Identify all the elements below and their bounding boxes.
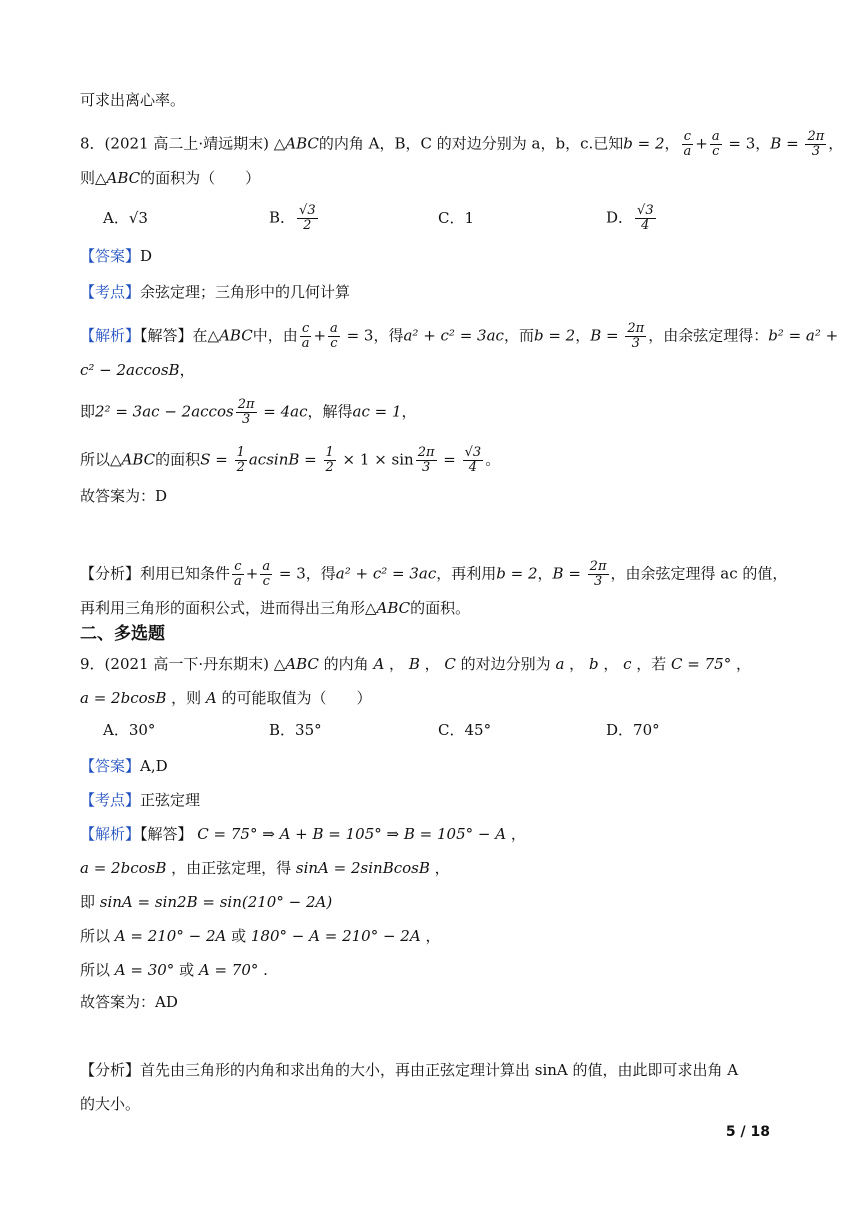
sol-text: ，: [420, 927, 441, 945]
frac-den: 2: [236, 460, 245, 475]
frac-den: a: [234, 574, 242, 589]
q8-answer: [80, 246, 152, 266]
frac-sqrt3-4: [463, 446, 484, 475]
sol-math: = 4ac: [258, 402, 308, 421]
q8-comma: ，: [755, 134, 771, 153]
page-number: 5 / 18: [725, 1124, 770, 1140]
ana-text: = 3，得: [274, 564, 336, 583]
sol-text: ，由正弦定理，得: [166, 859, 296, 877]
frac-a-c: [328, 322, 340, 351]
ana-text: ，由余弦定理得 ac 的值，: [610, 564, 788, 583]
frac-num: √3: [464, 445, 482, 460]
frac-num: 2π: [627, 321, 645, 336]
q9-text: ，则: [166, 689, 206, 707]
q8-analysis-line2: [80, 598, 470, 618]
opt-label: B．: [269, 208, 296, 227]
frac-den: 3: [241, 412, 251, 427]
frac-half: [324, 446, 336, 475]
q9-text: ，: [731, 655, 751, 673]
frac-den: 2: [325, 460, 334, 475]
q8-final-answer: 故答案为：D: [80, 487, 168, 505]
sol-text: ，由余弦定理得：: [648, 326, 769, 345]
frac-num: 2π: [807, 129, 825, 144]
q8-option-a: A．√3: [103, 209, 148, 227]
sol-text: ，: [179, 361, 195, 379]
frac-num: √3: [637, 203, 654, 218]
sol-text: 所以: [80, 927, 115, 945]
q9-var: A: [205, 689, 217, 707]
sol-text: ，解得: [307, 402, 353, 421]
ana-math: a² + c² = 3ac: [335, 564, 437, 583]
frac-num: c: [232, 560, 244, 575]
ana-text: 再利用三角形的面积公式，进而得出三角形△: [80, 599, 377, 617]
sol-text: ，而: [503, 326, 534, 345]
q8-prefix: 8．(2021 高二上·靖远期末) △: [80, 134, 286, 153]
q8-option-d-frac: [635, 204, 656, 233]
q8-stem-line2: [80, 168, 260, 188]
q8-line2-text: 则△: [80, 169, 107, 187]
frac-den: 2: [303, 218, 312, 233]
ana-text: 【分析】利用已知条件: [80, 564, 231, 583]
frac-2pi-3: [625, 322, 646, 351]
frac-c-a: [300, 322, 312, 351]
sol-math: b² = a² +: [768, 326, 839, 345]
sol-math: A = 210° − 2A: [114, 927, 227, 945]
q8-sep: ，: [664, 134, 680, 153]
q8-frac-2pi-3: [805, 130, 826, 159]
q9-text: ，: [564, 655, 589, 673]
q8-cond-b: b = 2: [623, 134, 665, 153]
q8-frac-c-a: [682, 130, 694, 159]
sol-text: 的面积: [155, 450, 201, 469]
frac-den: 4: [468, 460, 478, 475]
sol-tri: ABC: [121, 450, 156, 469]
sol-math: 180° − A = 210° − 2A: [250, 927, 421, 945]
section-heading-multiple-choice: 二、多选题: [80, 624, 165, 644]
frac-a-c: [260, 560, 272, 589]
frac-den: c: [712, 144, 720, 159]
frac-num: c: [682, 130, 694, 145]
frac-c-a: [232, 560, 244, 589]
frac-den: 3: [593, 574, 603, 589]
frac-den: c: [330, 336, 338, 351]
frac-den: 3: [811, 144, 820, 159]
sol-math: A = 70°: [198, 961, 259, 979]
q9-text: ，: [598, 655, 624, 673]
sol-math: =: [438, 450, 461, 469]
sol-math: A = 30°: [114, 961, 175, 979]
q8-B-eq: B =: [770, 134, 804, 153]
kp-value: 余弦定理；三角形中的几何计算: [140, 283, 351, 301]
sol-math: c² − 2accosB: [80, 361, 180, 379]
solution-tag: 【解析】: [80, 825, 141, 843]
answer-tag: 【答案】: [80, 757, 141, 775]
sol-math: × 1 × sin: [337, 450, 414, 469]
frac-den: 4: [641, 218, 650, 233]
q8-eq3: = 3: [723, 134, 756, 153]
q9-solution-line1: [80, 824, 526, 844]
frac-num: 2π: [237, 397, 255, 412]
frac-2pi-3: [236, 398, 257, 427]
answer-tag: 【答案】: [80, 247, 141, 265]
sol-text: 【解答】: [140, 825, 198, 843]
frac-num: a: [330, 321, 338, 336]
q8-solution-line3: [80, 398, 417, 427]
frac-num: √3: [299, 203, 316, 218]
q8-solution-line2: [80, 360, 195, 380]
q9-var: b: [588, 655, 599, 673]
q9-knowledge-point: [80, 790, 200, 810]
frac-num: a: [711, 129, 720, 144]
frac-den: 3: [631, 336, 640, 351]
sol-text: .: [258, 961, 268, 979]
sol-text: 即: [80, 893, 100, 911]
q8-sep2: ，: [828, 134, 844, 153]
kp-value: 正弦定理: [140, 791, 201, 809]
q9-solution-line5: [80, 960, 268, 980]
q9-text: ，: [384, 655, 409, 673]
q8-option-b-frac: [297, 204, 318, 233]
q8-line2-tri: ABC: [106, 169, 141, 187]
sol-text: 【解答】在△: [140, 326, 220, 345]
q9-option-b: B．35°: [269, 721, 322, 739]
q9-text: 的对边分别为: [455, 655, 556, 673]
q8-triangle: ABC: [285, 134, 319, 153]
q9-text: ，若: [631, 655, 672, 673]
frac-num: 1: [325, 445, 334, 460]
sol-text: 或: [174, 961, 199, 979]
sol-math: B =: [590, 326, 624, 345]
q9-text: 9．(2021 高一下·丹东期末) △: [80, 655, 286, 673]
answer-value: D: [140, 247, 153, 265]
sol-text: ，: [401, 402, 417, 421]
q9-math: a = 2bcosB: [80, 689, 167, 707]
ana-text: ，: [537, 564, 553, 583]
q9-final-answer: 故答案为：AD: [80, 993, 178, 1011]
q8-frac-a-c: [710, 130, 722, 159]
frac-2pi-3: [588, 560, 609, 589]
sol-tri: ABC: [219, 326, 253, 345]
q8-stem-text: 的内角 A，B，C 的对边分别为 a，b，c.已知: [318, 134, 624, 153]
q9-var: c: [623, 655, 632, 673]
sol-math: acsinB =: [248, 450, 322, 469]
sol-math: sinA = 2sinBcosB: [295, 859, 430, 877]
q8-option-c: C．1: [438, 209, 475, 227]
sol-text: ，: [506, 825, 526, 843]
sol-text: = 3，得: [341, 326, 404, 345]
sol-math: ac = 1: [352, 402, 402, 421]
sol-math: sinA = sin2B = sin(210° − 2A): [99, 893, 333, 911]
frac-den: a: [301, 336, 310, 351]
frac-num: c: [300, 322, 312, 337]
q8-stem-line1: 8．(2021 高二上·靖远期末) △ABC的内角 A，B，C 的对边分别为 a，b，c.已知b = 2， $\frac{c}{a}$ + $\frac{a}{c}$ = 3，B = $\frac{2\pi}{3}$ ，: [80, 129, 844, 159]
q9-option-a: A．30°: [103, 721, 156, 739]
q8-option-d: [606, 204, 658, 233]
sol-text: 。: [485, 450, 501, 469]
sol-text: 或: [226, 927, 251, 945]
q9-answer: [80, 756, 168, 776]
q9-analysis-line2: 的大小。: [80, 1095, 141, 1113]
sol-text: 中，由: [252, 326, 298, 345]
q9-var: a: [555, 655, 565, 673]
q8-line2-end: 的面积为（ ）: [140, 169, 261, 187]
sol-math: b = 2: [533, 326, 576, 345]
q9-option-d: D．70°: [606, 721, 660, 739]
ana-tri: ABC: [376, 599, 411, 617]
frac-2pi-3: [416, 446, 437, 475]
q9-text: ，: [419, 655, 445, 673]
sol-text: ，: [575, 326, 591, 345]
frac-num: 2π: [589, 559, 607, 574]
q9-option-c: C．45°: [438, 721, 492, 739]
q9-text: 的可能取值为（ ）: [216, 689, 372, 707]
ana-math: B =: [552, 564, 586, 583]
sol-math: S =: [200, 450, 233, 469]
frac-num: a: [262, 559, 271, 574]
kp-tag: 【考点】: [80, 283, 141, 301]
frac-den: a: [683, 144, 692, 159]
q9-solution-line4: [80, 926, 440, 946]
sol-math: C = 75° ⇒ A + B = 105° ⇒ B = 105° − A: [197, 825, 507, 843]
q9-var: A: [373, 655, 385, 673]
q9-stem-line1: [80, 654, 751, 674]
sol-text: 所以△: [80, 450, 122, 469]
q8-analysis-line1: 【分析】利用已知条件 $\frac{c}{a}$ + $\frac{a}{c}$ = 3，得a² + c² = 3ac，再利用b = 2，B = $\frac{2\pi}{3}$ ，由余弦定理得 ac 的值，: [80, 559, 788, 589]
frac-den: 3: [421, 460, 431, 475]
opt-label: D．: [606, 208, 634, 227]
sol-math: a² + c² = 3ac: [403, 326, 504, 345]
q9-math: C = 75°: [671, 655, 732, 673]
sol-math: a = 2bcosB: [80, 859, 167, 877]
q9-var: C: [444, 655, 456, 673]
q9-solution-line2: [80, 858, 450, 878]
answer-value: A,D: [140, 757, 168, 775]
ana-text: ，再利用: [436, 564, 497, 583]
sol-text: ，: [429, 859, 450, 877]
q9-analysis-line1: 【分析】首先由三角形的内角和求出角的大小，再由正弦定理计算出 sinA 的值，由此即可求出角 A: [80, 1061, 739, 1079]
solution-tag: 【解析】: [80, 326, 141, 345]
q8-solution-line1: 【解析】【解答】在△ABC中，由 $\frac{c}{a}$ + $\frac{a}{c}$ = 3，得a² + c² = 3ac，而b = 2，B = $\frac{2\pi}{3}$ ，由余弦定理得：b² = a² +: [80, 321, 839, 351]
intro-line: 可求出离心率。: [80, 91, 186, 109]
sol-text: 所以: [80, 961, 115, 979]
kp-tag: 【考点】: [80, 791, 141, 809]
frac-half: [235, 446, 247, 475]
ana-text: 的面积。: [410, 599, 471, 617]
ana-math: b = 2: [496, 564, 538, 583]
frac-den: c: [262, 574, 270, 589]
q9-text: 的内角: [318, 655, 374, 673]
q8-solution-line4: [80, 446, 500, 475]
sol-math: 2² = 3ac − 2accos: [95, 402, 234, 421]
frac-num: 1: [236, 445, 245, 460]
q9-stem-line2: [80, 688, 372, 708]
q9-solution-line3: [80, 892, 332, 912]
q8-option-b: [269, 204, 320, 233]
sol-text: 即: [80, 402, 96, 421]
frac-num: 2π: [417, 445, 435, 460]
q9-var: B: [408, 655, 420, 673]
q8-knowledge-point: [80, 282, 350, 302]
q9-tri: ABC: [285, 655, 319, 673]
